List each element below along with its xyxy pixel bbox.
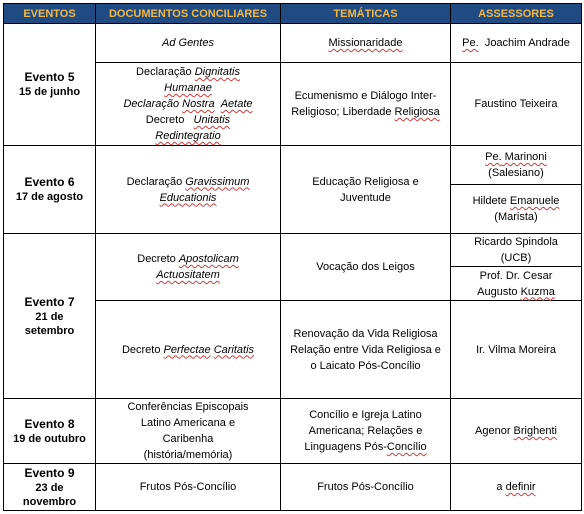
document-cell bbox=[96, 301, 281, 399]
event-date: setembro bbox=[24, 324, 75, 337]
advisor-name: Ir. Vilma Moreira bbox=[476, 343, 556, 356]
theme-line: Linguagens Pós- bbox=[304, 441, 387, 453]
theme-cell bbox=[281, 399, 451, 464]
theme-line: Renovação da Vida Religiosa bbox=[293, 327, 438, 340]
advisor-cell bbox=[451, 399, 582, 464]
header-eventos: EVENTOS bbox=[4, 4, 96, 24]
advisor-title: Pe. bbox=[485, 151, 502, 163]
doc-type: Declaração bbox=[136, 66, 195, 78]
theme-cell bbox=[281, 63, 451, 146]
advisor-name: Kuzma bbox=[520, 285, 555, 298]
advisor-cell bbox=[451, 146, 582, 185]
document-cell bbox=[96, 399, 281, 464]
advisor-name: Prof. Dr. Cesar bbox=[479, 269, 553, 282]
doc-name: Aetate bbox=[220, 98, 253, 110]
theme-cell bbox=[281, 464, 451, 511]
doc-line: Caribenha bbox=[162, 433, 214, 445]
doc-name: Actuositatem bbox=[156, 269, 220, 281]
doc-line: Conferências Episcopais bbox=[127, 401, 249, 413]
header-tematicas: TEMÁTICAS bbox=[281, 4, 451, 24]
theme-line: Educação Religiosa e bbox=[312, 175, 419, 188]
doc-type: Declaração bbox=[123, 98, 183, 110]
doc-type: Decreto bbox=[137, 253, 179, 265]
theme-cell bbox=[281, 146, 451, 234]
doc-name: Dignitatis bbox=[194, 66, 240, 78]
event-cell bbox=[4, 146, 96, 234]
advisor-name: Brighenti bbox=[513, 425, 557, 437]
advisor-cell bbox=[451, 63, 582, 146]
events-table bbox=[3, 3, 582, 511]
theme-line: Relação entre Vida Religiosa e bbox=[290, 343, 441, 356]
event-cell bbox=[4, 234, 96, 399]
advisor-title: Pe. bbox=[462, 37, 479, 49]
doc-name: Redintegratio bbox=[155, 130, 221, 142]
document-cell bbox=[96, 146, 281, 234]
theme-line: Concílio e Igreja Latino bbox=[309, 409, 422, 421]
theme-line: Americana; Relações e bbox=[308, 425, 423, 437]
header-documentos: DOCUMENTOS CONCILIARES bbox=[96, 4, 281, 24]
advisor-name: Marinoni bbox=[501, 151, 547, 163]
doc-name: Perfectae bbox=[163, 343, 211, 356]
doc-line: (história/memória) bbox=[143, 449, 233, 461]
event-date: novembro bbox=[22, 495, 77, 508]
document-cell bbox=[96, 234, 281, 301]
advisor-name: definir bbox=[505, 481, 536, 493]
event-title: Evento 7 bbox=[24, 294, 75, 309]
advisor-name: Emanuele bbox=[509, 195, 560, 207]
advisor-affiliation: (Salesiano) bbox=[488, 167, 544, 179]
theme-cell bbox=[281, 234, 451, 301]
doc-name: Apostolicam bbox=[178, 253, 239, 265]
doc-name: Educationis bbox=[159, 191, 217, 204]
advisor-cell bbox=[451, 185, 582, 234]
document-cell bbox=[96, 464, 281, 511]
doc-name: Caritatis bbox=[213, 343, 255, 356]
table-row bbox=[4, 464, 582, 511]
event-date: 21 de bbox=[35, 310, 64, 323]
table-row bbox=[4, 234, 582, 267]
event-date: 23 de bbox=[35, 481, 64, 494]
event-title: Evento 5 bbox=[24, 70, 75, 84]
advisor-cell bbox=[451, 234, 582, 267]
doc-type: Decreto bbox=[145, 114, 188, 126]
advisor-cell bbox=[451, 267, 582, 301]
theme-line: Ecumenismo e Diálogo Inter- bbox=[294, 90, 437, 102]
event-cell bbox=[4, 464, 96, 511]
event-date: 19 de outubro bbox=[13, 432, 86, 445]
theme-cell bbox=[281, 301, 451, 399]
header-assessores: ASSESSORES bbox=[451, 4, 582, 24]
advisor-name: Faustino Teixeira bbox=[474, 98, 558, 110]
advisor-name: Augusto bbox=[477, 285, 521, 298]
event-title: Evento 8 bbox=[24, 416, 75, 431]
advisor-cell bbox=[451, 24, 582, 63]
theme-line: Religioso; Liberdade bbox=[291, 106, 395, 118]
doc-name: Gravissimum bbox=[185, 175, 250, 188]
table-row bbox=[4, 146, 582, 185]
event-title: Evento 6 bbox=[24, 175, 75, 189]
advisor-name: Ricardo Spindola bbox=[474, 236, 558, 248]
advisor-cell bbox=[451, 464, 582, 511]
advisor-name: Agenor bbox=[475, 425, 514, 437]
advisor-name: Hildete bbox=[472, 195, 510, 207]
theme-line: o Laicato Pós-Concílio bbox=[310, 359, 421, 372]
table-row bbox=[4, 399, 582, 464]
doc-type: Decreto bbox=[121, 343, 164, 356]
advisor-name: a bbox=[496, 481, 506, 493]
doc-type: Declaração bbox=[126, 175, 186, 188]
advisor-affiliation: (Marista) bbox=[494, 211, 538, 223]
advisor-name: Joachim Andrade bbox=[484, 37, 570, 49]
header-row bbox=[4, 4, 582, 24]
theme-text: Vocação dos Leigos bbox=[316, 261, 415, 273]
theme-word: Concílio bbox=[386, 441, 427, 453]
advisor-affiliation: (UCB) bbox=[500, 252, 532, 264]
event-cell bbox=[4, 24, 96, 146]
event-title: Evento 9 bbox=[24, 465, 75, 480]
doc-line: Latino Americana e bbox=[140, 417, 236, 429]
document-name: Ad Gentes bbox=[162, 37, 214, 49]
doc-name: Humanae bbox=[164, 82, 212, 94]
theme-line: Juventude bbox=[340, 191, 391, 204]
event-cell bbox=[4, 399, 96, 464]
doc-name: Unitatis bbox=[193, 114, 231, 126]
doc-name: Nostra bbox=[182, 98, 215, 110]
table-row bbox=[4, 24, 582, 63]
theme-text: Missionaridade bbox=[328, 37, 403, 49]
advisor-cell bbox=[451, 301, 582, 399]
theme-cell bbox=[281, 24, 451, 63]
event-date: 15 de junho bbox=[18, 86, 81, 98]
theme-word: Religiosa bbox=[394, 106, 440, 118]
doc-line: Frutos Pós-Concílio bbox=[139, 481, 237, 493]
document-cell bbox=[96, 24, 281, 63]
event-date: 17 de agosto bbox=[15, 191, 84, 203]
document-cell bbox=[96, 63, 281, 146]
theme-text: Frutos Pós-Concílio bbox=[317, 481, 414, 493]
